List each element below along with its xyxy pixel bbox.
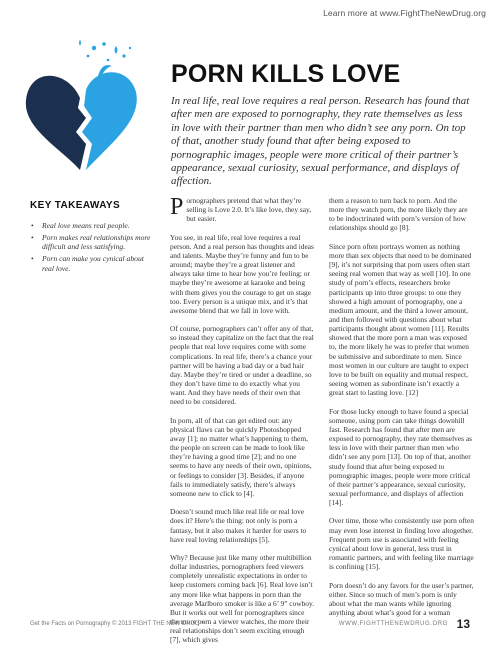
- intro-paragraph: In real life, real love requires a real person. Research has found that after men are exposed to pornography, they rate themselves as less in love with their partner than men who didn’t see any porn. On top of that, another study found that after being exposed to pornographic images, people were more critical of their partner’s appearance, sexual curiosity, sexual performance, and displays of affection.: [171, 95, 470, 188]
- body-paragraph: In porn, all of that can get edited out: any physical flaws can be quickly Photoshopped away [1]; no matter what’s happening to them, the people on screen can be made to look like they’re having a good time [2]; and no one seems to have any needs of their own, opinions, or feelings to consider [3]. Besides, if anyone fails to immediately satisfy, there’s always someone new to click to [4].: [170, 415, 312, 498]
- body-column-left: [170, 196, 315, 654]
- list-item: • Porn makes real relationships more difficult and less satisfying.: [30, 233, 155, 252]
- body-paragraph: Porn doesn’t do any favors for the user’s partner, either. Since so much of men’s porn is only about what the man wants while ignoring anything about what’s good for a woman: [329, 580, 474, 617]
- body-paragraph: them a reason to turn back to porn. And the more they watch porn, the more likely they are to be indoctrinated with porn’s version of how relationships should go [8].: [329, 196, 468, 233]
- broken-heart-icon: [20, 40, 150, 175]
- page-footer: [30, 619, 470, 631]
- body-paragraph: [170, 196, 315, 223]
- body-paragraph: Doesn’t sound much like real life or real love does it? Here’s the thing: not only is porn a fantasy, but it also makes it harder for users to have real loving relationships [5].: [170, 507, 307, 544]
- body-paragraph: Over time, those who consistently use porn often may even lose interest in finding love altogether. Frequent porn use is associated with feeling cynical about love in general, less trust in romantic partners, and with feeling like marriage is confining [15].: [329, 516, 474, 572]
- footer-copyright: Get the Facts on Pornography © 2013 FIGHT THE NEW DRUG™: [30, 621, 206, 627]
- body-paragraph: Why? Because just like many other multibillion dollar industries, pornographers feed viewers completely unrealistic expectations in order to keep customers coming back [6]. Real love isn’t any more like what happens in porn than the average Marlboro smoker is like a 6’ 9” cowboy. But it works out well for pornographers since the more porn a viewer watches, the more their real relationships don’t seem exciting enough [7], which gives: [170, 553, 315, 645]
- page-number: 13: [456, 617, 470, 631]
- footer-website-link[interactable]: WWW.FIGHTTHENEWDRUG.ORG: [338, 621, 448, 627]
- body-paragraph: Since porn often portrays women as nothing more than sex objects that need to be dominated [9], it’s not surprising that porn users often start seeing real women that way as well [10]. In one study of porn’s effects, researchers broke participants up into three groups: to one they showed a high amount of pornography, one a medium amount, and the third a lower amount, and then followed with questions about what participants thought about women [11]. Results showed that the more porn a man was exposed to, the more likely he was to prefer that women be submissive and subordinate to men. Since most women in our culture are taught to expect love to be built on equality and mutual respect, seeing women as subordinate isn’t exactly a great start to lasting love. [12]: [329, 241, 472, 398]
- body-paragraph: Of course, pornographers can’t offer any of that, so instead they capitalize on the fact that the real people that real love requires come with some complications. In real life, there’s a chance your partner will be having a bad day or a bad hair day. Maybe they’re tired or under a deadline, so they don’t have time to do exactly what you want. And they have needs of their own that need to be considered.: [170, 324, 314, 407]
- learn-more-link[interactable]: Learn more at www.FightTheNewDrug.org: [323, 8, 486, 18]
- drop-cap: P: [170, 194, 184, 220]
- paragraph-text: ornographers pretend that what they’re selling is Love 2.0. It’s like love, they say, but easier.: [186, 196, 312, 224]
- key-takeaways-heading: KEY TAKEAWAYS: [30, 200, 121, 211]
- body-column-right: [329, 196, 474, 626]
- page-title: PORN KILLS LOVE: [171, 60, 401, 88]
- list-item: • Real love means real people.: [30, 221, 155, 231]
- body-paragraph: For those lucky enough to have found a special someone, using porn can take things downhill fast. Research has found that after men are exposed to pornography, they rate themselves as less in love with their partner than men who didn’t see any porn [13]. On top of that, another study found that after being exposed to pornographic images, people were more critical of their partner’s appearance, sexual curiosity, sexual performance, and displays of affection [14].: [329, 406, 472, 508]
- body-paragraph: You see, in real life, real love requires a real person. And a real person has thoughts and ideas and talents. Maybe they’re funny and fun to be around; maybe they’re a great listener and always take time to hear how you’re feeling; or maybe they’re awesome at karaoke and being with them gives you the courage to get on stage too. Every person is a unique mix, and it’s that awesome blend that we fall in love with.: [170, 232, 314, 315]
- list-item: • Porn can make you cynical about real love.: [30, 254, 155, 273]
- key-takeaways-list: [30, 221, 155, 276]
